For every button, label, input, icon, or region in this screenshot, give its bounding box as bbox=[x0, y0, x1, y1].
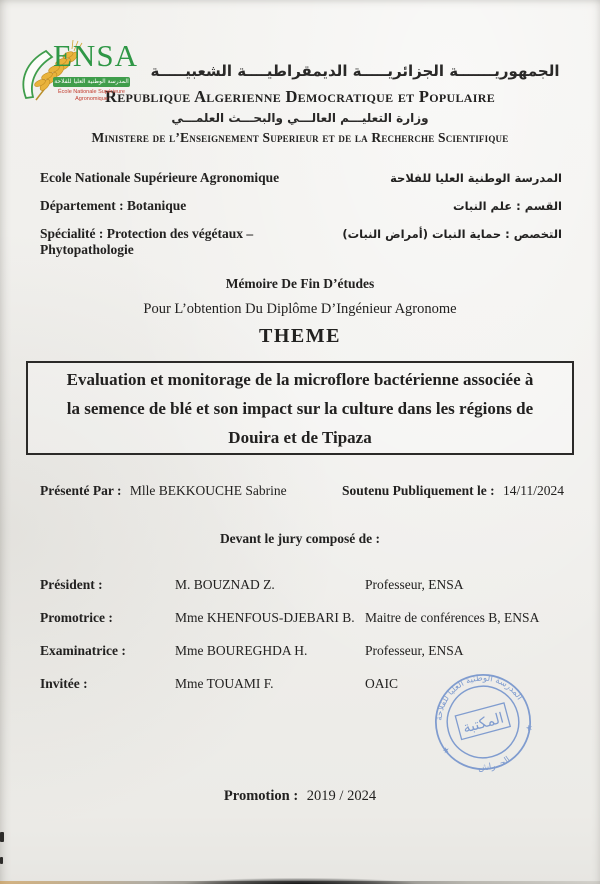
school-info bbox=[0, 170, 600, 258]
ensa-logo-arabic-name: المدرسة الوطنية العليا للفلاحة bbox=[54, 78, 129, 85]
scan-speck bbox=[0, 857, 3, 864]
promotion-label: Promotion : bbox=[223, 788, 299, 804]
thesis-title-line: Evaluation et monitorage de la microflore bactérienne associée à bbox=[66, 370, 534, 389]
library-stamp bbox=[418, 656, 548, 788]
star-icon: ★ bbox=[524, 721, 534, 734]
jury-affiliation: Maitre de conférences B, ENSA bbox=[365, 610, 540, 625]
stamp-center-text: المكتبة bbox=[460, 709, 506, 737]
school-name-arabic: المدرسة الوطنية العليا للفلاحة bbox=[390, 171, 562, 185]
jury-name: Mme TOUAMI F. bbox=[175, 676, 274, 691]
theme-label: THEME bbox=[259, 325, 341, 347]
specialty-arabic: التخصص : حماية النبات (أمراض النبات) bbox=[342, 227, 562, 241]
defense-date-label: Soutenu Publiquement le : bbox=[341, 483, 495, 498]
memoire-heading bbox=[0, 276, 600, 348]
promotion bbox=[0, 788, 600, 805]
memoire-purpose: Pour L’obtention Du Diplôme D’Ingénieur Agronome bbox=[143, 301, 457, 317]
jury-role: Promotrice : bbox=[40, 610, 113, 625]
jury-role: Invitée : bbox=[40, 676, 88, 691]
ensa-logo bbox=[16, 38, 138, 114]
jury-role: Président : bbox=[40, 577, 103, 592]
thesis-title-box bbox=[26, 361, 574, 455]
defense-date bbox=[342, 483, 564, 499]
jury-affiliation: Professeur, ENSA bbox=[365, 577, 464, 592]
defense-date-value: 14/11/2024 bbox=[502, 483, 564, 498]
republic-title-french: Republique Algerienne Democratique et Populaire bbox=[104, 87, 495, 106]
jury-name: Mme BOUREGHDA H. bbox=[175, 643, 308, 658]
republic-title-arabic: الجمهوريـــــــة الجزائريـــــة الديمقراطيــــة الشعبيـــــة bbox=[150, 62, 560, 80]
star-icon: ★ bbox=[441, 744, 451, 756]
department-french: Département : Botanique bbox=[40, 198, 187, 213]
school-name-french: Ecole Nationale Supérieure Agronomique bbox=[40, 170, 280, 185]
scan-bottom-shadow bbox=[0, 872, 600, 884]
jury-heading: Devant le jury composé de : bbox=[219, 531, 381, 546]
thesis-title-line: Douira et de Tipaza bbox=[228, 428, 372, 447]
presented-by-name: Mlle BEKKOUCHE Sabrine bbox=[129, 483, 287, 498]
ministry-title-arabic: وزارة التعليـــم العالـــي والبحـــث العلمـــي bbox=[171, 111, 429, 125]
ministry-title-french: Ministere de l’Enseignement Superieur et de la Recherche Scientifique bbox=[91, 130, 509, 145]
svg-text:المدرسة الوطنية العليا للفلاحة bbox=[426, 663, 525, 723]
ensa-logo-french-name: École Nationale Supérieure Agronomique bbox=[58, 89, 125, 102]
memoire-type: Mémoire De Fin D’études bbox=[225, 276, 375, 291]
thesis-title-line: la semence de blé et son impact sur la culture dans les régions de bbox=[66, 399, 534, 418]
presented-by-label: Présenté Par : bbox=[40, 483, 122, 498]
presented-by bbox=[40, 483, 287, 499]
stamp-top-arc-text: المدرسة الوطنية العليا للفلاحة bbox=[434, 673, 525, 722]
department-arabic: القسم : علم النبات bbox=[453, 199, 562, 213]
specialty-french: Spécialité : Protection des végétaux – Phytopathologie bbox=[40, 226, 254, 257]
promotion-value: 2019 / 2024 bbox=[306, 788, 377, 804]
jury-affiliation: Professeur, ENSA bbox=[365, 643, 464, 658]
jury-affiliation: OAIC bbox=[365, 676, 398, 691]
jury-name: M. BOUZNAD Z. bbox=[175, 577, 275, 592]
jury-name: Mme KHENFOUS-DJEBARI B. bbox=[175, 610, 355, 625]
stamp-bottom-arc-text: الحــراش bbox=[478, 755, 513, 773]
ensa-logo-acronym: ENSA bbox=[53, 38, 138, 73]
jury-role: Examinatrice : bbox=[40, 643, 126, 658]
scan-speck bbox=[0, 832, 4, 842]
presentation-row bbox=[0, 483, 600, 499]
